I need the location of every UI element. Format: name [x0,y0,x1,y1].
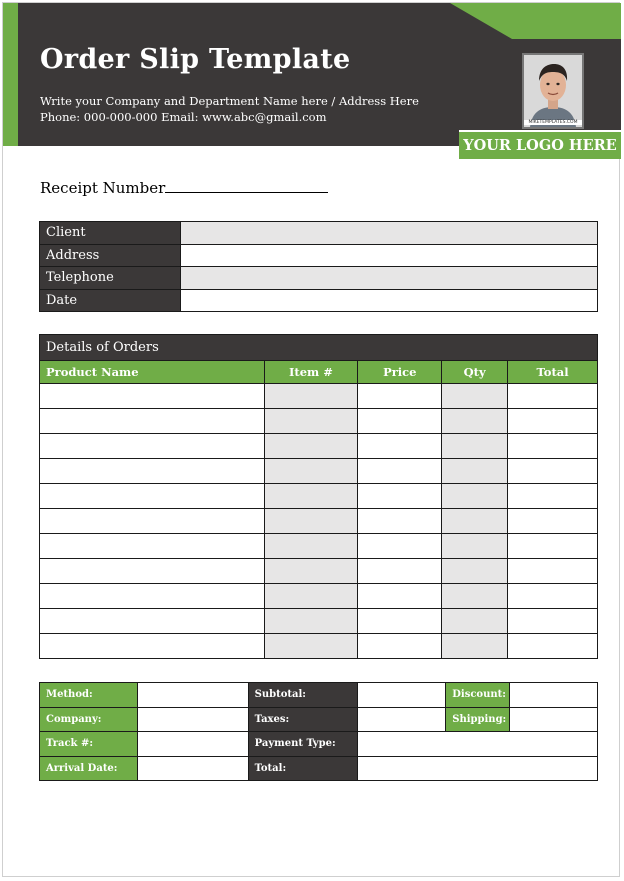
receipt-number [40,178,328,197]
qty-cell[interactable] [442,534,508,559]
col-product-name: Product Name [40,361,265,384]
price-cell[interactable] [358,484,442,509]
item-cell[interactable] [264,459,358,484]
address-label: Address [40,244,181,267]
track-label: Track #: [40,732,138,757]
product-cell[interactable] [40,384,265,409]
company-label: Company: [40,707,138,732]
orders-section-title: Details of Orders [40,335,598,361]
total-cell[interactable] [508,559,598,584]
price-cell[interactable] [358,584,442,609]
date-field[interactable] [181,289,598,312]
total-cell[interactable] [508,384,598,409]
product-cell[interactable] [40,434,265,459]
col-total: Total [508,361,598,384]
order-rows [40,384,598,659]
product-cell[interactable] [40,409,265,434]
qty-cell[interactable] [442,434,508,459]
address-row [40,244,598,267]
order-row [40,634,598,659]
price-cell[interactable] [358,534,442,559]
contact-line: Phone: 000-000-000 Email: www.abc@gmail.com [40,110,327,124]
client-info-table [39,221,598,312]
client-field[interactable] [181,222,598,245]
photo-caption: MIKETEMPLATES.COM [524,120,582,125]
track-field[interactable] [137,732,248,757]
price-cell[interactable] [358,634,442,659]
order-row [40,584,598,609]
item-cell[interactable] [264,409,358,434]
orders-title-row [40,335,598,361]
item-cell[interactable] [264,559,358,584]
order-row [40,534,598,559]
product-cell[interactable] [40,484,265,509]
col-item-number: Item # [264,361,358,384]
date-row [40,289,598,312]
payment-type-field[interactable] [358,732,598,757]
qty-cell[interactable] [442,509,508,534]
price-cell[interactable] [358,459,442,484]
subtotal-label: Subtotal: [248,683,358,708]
logo-placeholder: YOUR LOGO HERE [459,130,621,159]
product-cell[interactable] [40,509,265,534]
summary-table [39,682,598,781]
summary-row [40,683,598,708]
product-cell[interactable] [40,609,265,634]
arrival-date-label: Arrival Date: [40,756,138,781]
order-row [40,484,598,509]
qty-cell[interactable] [442,609,508,634]
address-field[interactable] [181,244,598,267]
telephone-field[interactable] [181,267,598,290]
total-cell[interactable] [508,634,598,659]
order-row [40,459,598,484]
order-row [40,509,598,534]
product-cell[interactable] [40,459,265,484]
orders-header-row [40,361,598,384]
total-cell[interactable] [508,409,598,434]
telephone-row [40,267,598,290]
qty-cell[interactable] [442,634,508,659]
payment-type-label: Payment Type: [248,732,358,757]
page-title: Order Slip Template [40,44,351,75]
total-cell[interactable] [508,534,598,559]
total-field[interactable] [358,756,598,781]
total-cell[interactable] [508,459,598,484]
discount-field[interactable] [510,683,598,708]
client-label: Client [40,222,181,245]
receipt-number-field[interactable] [165,178,328,193]
order-row [40,409,598,434]
item-cell[interactable] [264,484,358,509]
price-cell[interactable] [358,559,442,584]
total-cell[interactable] [508,509,598,534]
company-line: Write your Company and Department Name here / Address Here [40,94,419,108]
qty-cell[interactable] [442,559,508,584]
orders-table [39,334,598,659]
price-cell[interactable] [358,434,442,459]
order-row [40,384,598,409]
item-cell[interactable] [264,609,358,634]
item-cell[interactable] [264,534,358,559]
product-cell[interactable] [40,584,265,609]
col-qty: Qty [442,361,508,384]
company-field[interactable] [137,707,248,732]
price-cell[interactable] [358,384,442,409]
qty-cell[interactable] [442,484,508,509]
method-field[interactable] [137,683,248,708]
shipping-label: Shipping: [446,707,510,732]
price-cell[interactable] [358,509,442,534]
date-label: Date [40,289,181,312]
subtotal-field[interactable] [358,683,446,708]
product-cell[interactable] [40,559,265,584]
item-cell[interactable] [264,584,358,609]
receipt-number-label: Receipt Number [40,179,166,197]
taxes-label: Taxes: [248,707,358,732]
client-row [40,222,598,245]
discount-label: Discount: [446,683,510,708]
person-portrait-icon [524,55,582,127]
method-label: Method: [40,683,138,708]
green-accent-bar [3,3,18,146]
total-cell[interactable] [508,609,598,634]
order-row [40,609,598,634]
summary-row [40,707,598,732]
total-cell[interactable] [508,584,598,609]
taxes-field[interactable] [358,707,446,732]
profile-photo [522,53,584,129]
col-price: Price [358,361,442,384]
total-cell[interactable] [508,434,598,459]
product-cell[interactable] [40,634,265,659]
shipping-field[interactable] [510,707,598,732]
summary-row [40,756,598,781]
item-cell[interactable] [264,634,358,659]
item-cell[interactable] [264,434,358,459]
telephone-label: Telephone [40,267,181,290]
total-label: Total: [248,756,358,781]
qty-cell[interactable] [442,584,508,609]
order-row [40,434,598,459]
qty-cell[interactable] [442,459,508,484]
price-cell[interactable] [358,609,442,634]
total-cell[interactable] [508,484,598,509]
qty-cell[interactable] [442,384,508,409]
arrival-date-field[interactable] [137,756,248,781]
price-cell[interactable] [358,409,442,434]
product-cell[interactable] [40,534,265,559]
order-row [40,559,598,584]
summary-row [40,732,598,757]
qty-cell[interactable] [442,409,508,434]
item-cell[interactable] [264,384,358,409]
item-cell[interactable] [264,509,358,534]
